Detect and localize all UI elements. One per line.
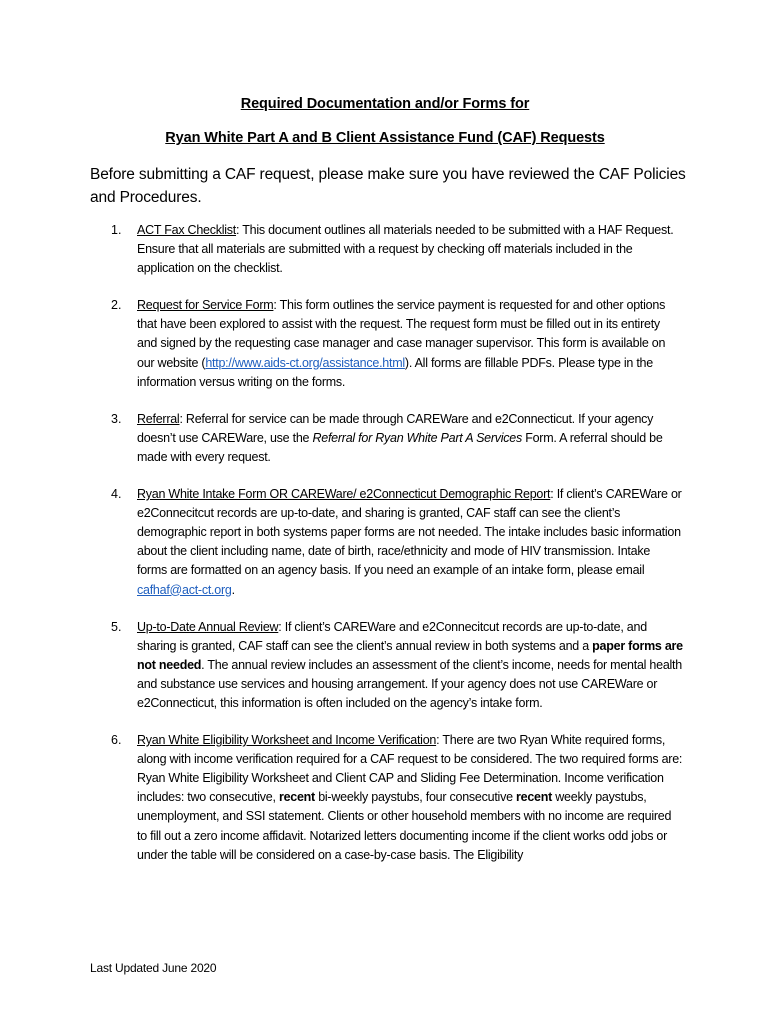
- website-link[interactable]: http://www.aids-ct.org/assistance.html: [205, 355, 405, 370]
- list-number: 1.: [111, 223, 122, 237]
- list-item: [0, 618, 770, 713]
- item-title: ACT Fax Checklist: [137, 223, 237, 237]
- referral-form-name: Referral for Ryan White Part A Services: [312, 430, 522, 445]
- item-title: Up-to-Date Annual Review: [137, 619, 279, 634]
- item-title: Ryan White Eligibility Worksheet and Income Verification: [137, 733, 437, 748]
- list-item-text: ACT Fax Checklist: This document outlines all materials needed to be submitted with a HAF Request. Ensure that all materials are submitted with a request by checking off materials included in the application on the checklist.: [137, 223, 674, 276]
- list-number: 2.: [111, 298, 122, 313]
- list-item: [0, 731, 770, 865]
- list-item-text: Up-to-Date Annual Review: If client’s CAREWare and e2Connecitcut records are up-to-date, and sharing is granted, CAF staff can see the client’s annual review in both systems and a paper forms are not needed. The annual review includes an assessment of the client’s income, needs for mental health and substance use services and housing arrangement. If your agency does not use CAREWare or e2Connecticut, this information is often included on the agency’s intake form.: [137, 619, 683, 710]
- list-item-text: Request for Service Form: This form outlines the service payment is requested for and other options that have been explored to assist with the request. The request form must be filled out in its entirety and signed by the requesting case manager and case manager supervisor. This form is available on our website (http://www.aids-ct.org/assistance.html). All forms are fillable PDFs. Please type in the information versus writing on the forms.: [137, 298, 666, 389]
- list-item: [0, 410, 770, 467]
- list-number: 3.: [111, 411, 122, 426]
- email-link[interactable]: cafhaf@act-ct.org: [137, 582, 232, 597]
- list-item: [0, 485, 770, 600]
- list-number: 6.: [111, 733, 122, 748]
- list-item: [0, 296, 770, 391]
- list-item-text: Ryan White Intake Form OR CAREWare/ e2Connecticut Demographic Report: If client’s CAREWare or e2Connecitcut records are up-to-date, and sharing is granted, CAF staff can see the client’s demographic report in both systems paper forms are not needed. The intake includes basic information about the client including name, date of birth, race/ethnicity and mode of HIV transmission. Intake forms are formatted on an agency basis. If you need an example of an intake form, please email cafhaf@act-ct.org.: [137, 487, 682, 597]
- item-title: Request for Service Form: [137, 298, 274, 313]
- document-title: Required Documentation and/or Forms for: [240, 96, 530, 112]
- intro-paragraph: Before submitting a CAF request, please make sure you have reviewed the CAF Policies and Procedures.: [90, 166, 686, 206]
- list-item: [0, 221, 770, 278]
- list-item-text: Referral: Referral for service can be made through CAREWare and e2Connecticut. If your agency doesn’t use CAREWare, use the Referral for Ryan White Part A Services Form. A referral should be made with every request.: [137, 411, 663, 464]
- item-title: Ryan White Intake Form OR CAREWare/ e2Connecticut Demographic Report: [137, 487, 551, 502]
- footer-last-updated: Last Updated June 2020: [90, 961, 217, 975]
- list-item-text: Ryan White Eligibility Worksheet and Income Verification: There are two Ryan White required forms, along with income verification required for a CAF request to be considered. The two required forms are: Ryan White Eligibility Worksheet and Client CAP and Sliding Fee Determination. Income verification includes: two consecutive, recent bi-weekly paystubs, four consecutive recent weekly paystubs, unemployment, and SSI statement. Clients or other household members with no income are required to fill out a zero income affidavit. Notarized letters documenting income if the client works odd jobs or under the table will be considered on a case-by-case basis. The Eligibility: [137, 733, 683, 862]
- list-number: 5.: [111, 619, 122, 634]
- document-subtitle: Ryan White Part A and B Client Assistance Fund (CAF) Requests: [165, 130, 605, 146]
- item-title: Referral: [137, 411, 180, 426]
- requirements-list: [0, 221, 770, 865]
- list-number: 4.: [111, 487, 122, 502]
